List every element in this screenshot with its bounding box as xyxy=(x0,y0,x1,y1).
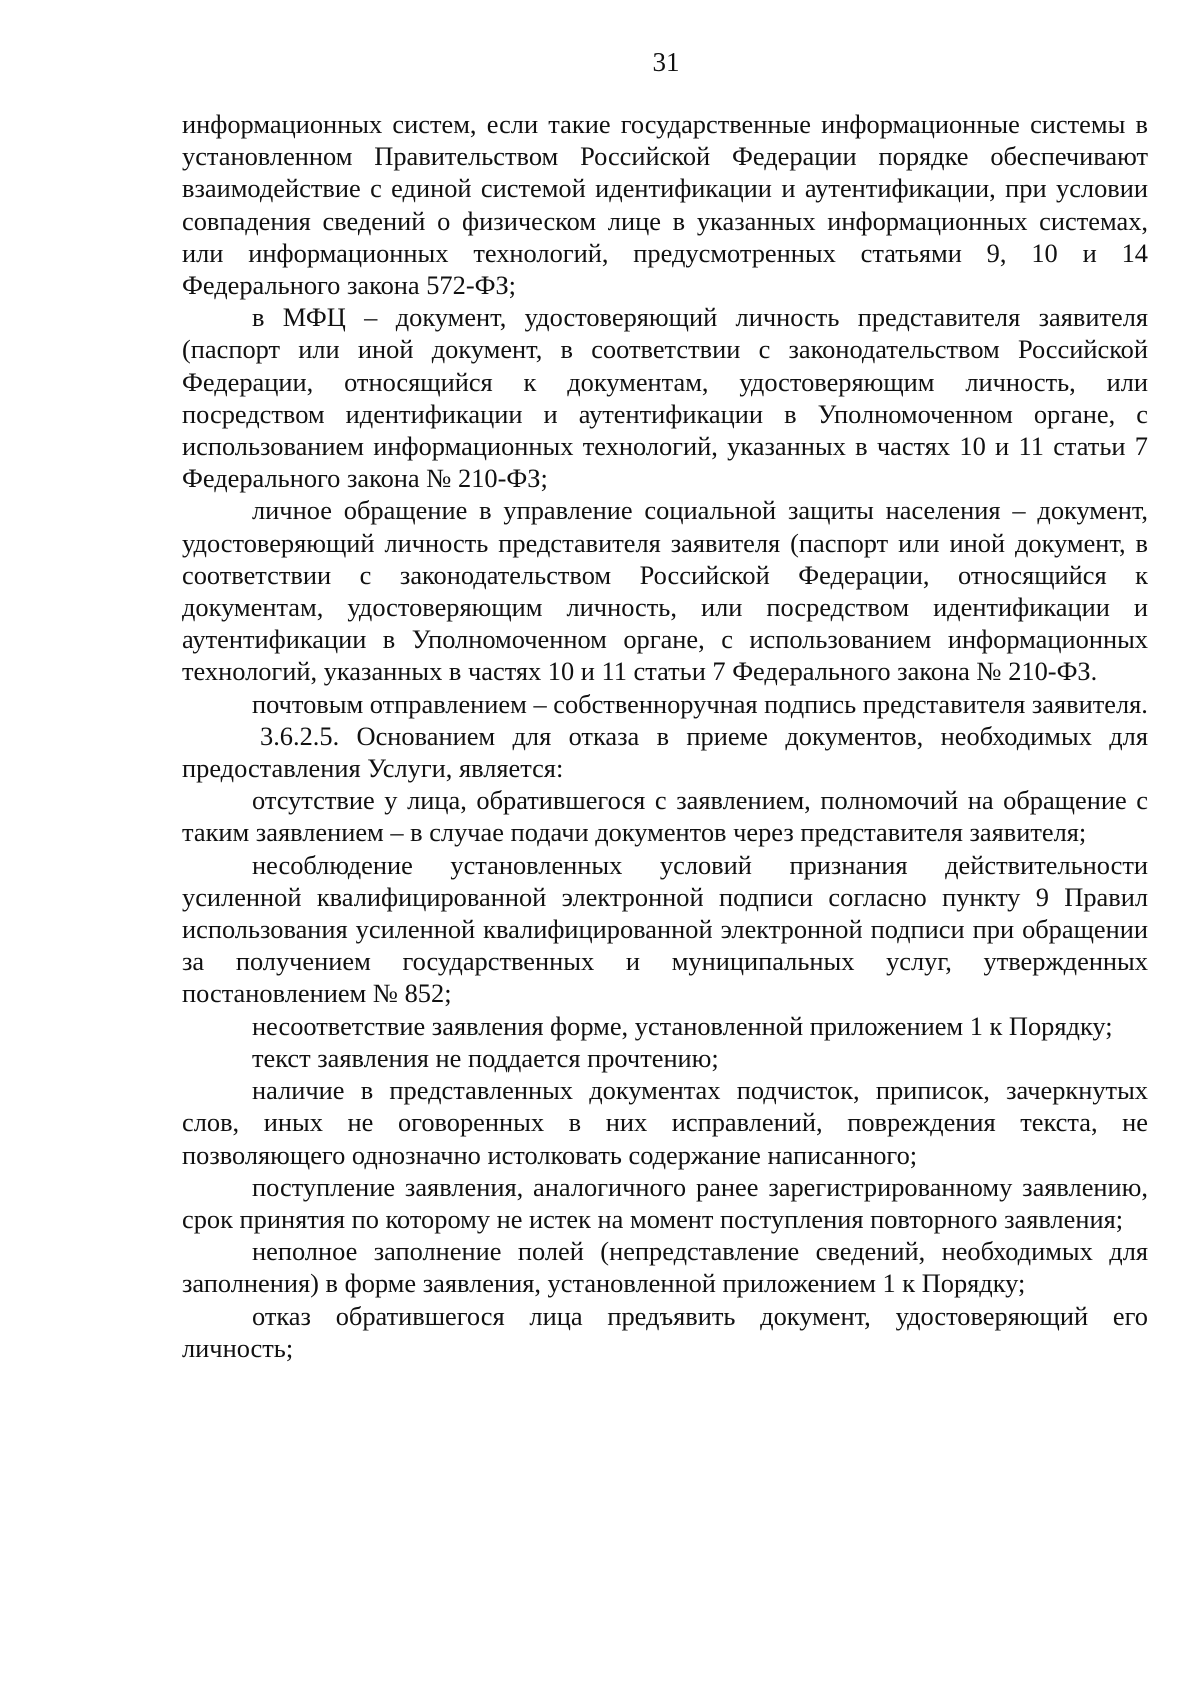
paragraph-mfc: в МФЦ – документ, удостоверяющий личность представителя заявителя (паспорт или иной документ, в соответствии с законодательством Российской Федерации, относящийся к документам, удостоверяющим личность, или посредством идентификации и аутентификации в Уполномоченном органе, с использованием информационных технологий, указанных в частях 10 и 11 статьи 7 Федерального закона № 210-ФЗ; xyxy=(182,302,1148,494)
paragraph-corrections: наличие в представленных документах подчисток, приписок, зачеркнутых слов, иных не оговоренных в них исправлений, повреждения текста, не позволяющего однозначно истолковать содержание написанного; xyxy=(182,1075,1148,1170)
paragraph-no-authority: отсутствие у лица, обратившегося с заявлением, полномочий на обращение с таким заявлением – в случае подачи документов через представителя заявителя; xyxy=(182,785,1148,848)
paragraph-incomplete: неполное заполнение полей (непредставление сведений, необходимых для заполнения) в форме заявления, установленной приложением 1 к Порядку; xyxy=(182,1236,1148,1299)
paragraph-clause-3-6-2-5: 3.6.2.5. Основанием для отказа в приеме документов, необходимых для предоставления Услуги, является: xyxy=(182,720,1148,784)
paragraph-signature-invalid: несоблюдение установленных условий признания действительности усиленной квалифицированной электронной подписи согласно пункту 9 Правил использования усиленной квалифицированной электронной подписи при обращении за получением государственных и муниципальных услуг, утвержденных постановлением № 852; xyxy=(182,849,1148,1009)
page-number: 31 xyxy=(652,47,680,77)
paragraph-id-refusal: отказ обратившегося лица предъявить документ, удостоверяющий его личность; xyxy=(182,1300,1148,1363)
paragraph-duplicate: поступление заявления, аналогичного ранее зарегистрированному заявлению, срок принятия по которому не истек на момент поступления повторного заявления; xyxy=(182,1171,1148,1234)
document-body xyxy=(182,108,1148,1364)
paragraph-continuation: информационных систем, если такие государственные информационные системы в установленном Правительством Российской Федерации порядке обеспечивают взаимодействие с единой системой идентификации и аутентификации, при условии совпадения сведений о физическом лице в указанных информационных системах, или информационных технологий, предусмотренных статьями 9, 10 и 14 Федерального закона 572-ФЗ; xyxy=(182,109,1148,301)
paragraph-form-mismatch: несоответствие заявления форме, установленной приложением 1 к Порядку; xyxy=(252,1010,1113,1041)
paragraph-postal: почтовым отправлением – собственноручная подпись представителя заявителя. xyxy=(252,688,1148,719)
paragraph-personal-visit: личное обращение в управление социальной защиты населения – документ, удостоверяющий личность представителя заявителя (паспорт или иной документ, в соответствии с законодательством Российской Федерации, относящийся к документам, удостоверяющим личность, или посредством идентификации и аутентификации в Уполномоченном органе, с использованием информационных технологий, указанных в частях 10 и 11 статьи 7 Федерального закона № 210-ФЗ. xyxy=(182,495,1148,687)
paragraph-unreadable: текст заявления не поддается прочтению; xyxy=(252,1042,719,1073)
